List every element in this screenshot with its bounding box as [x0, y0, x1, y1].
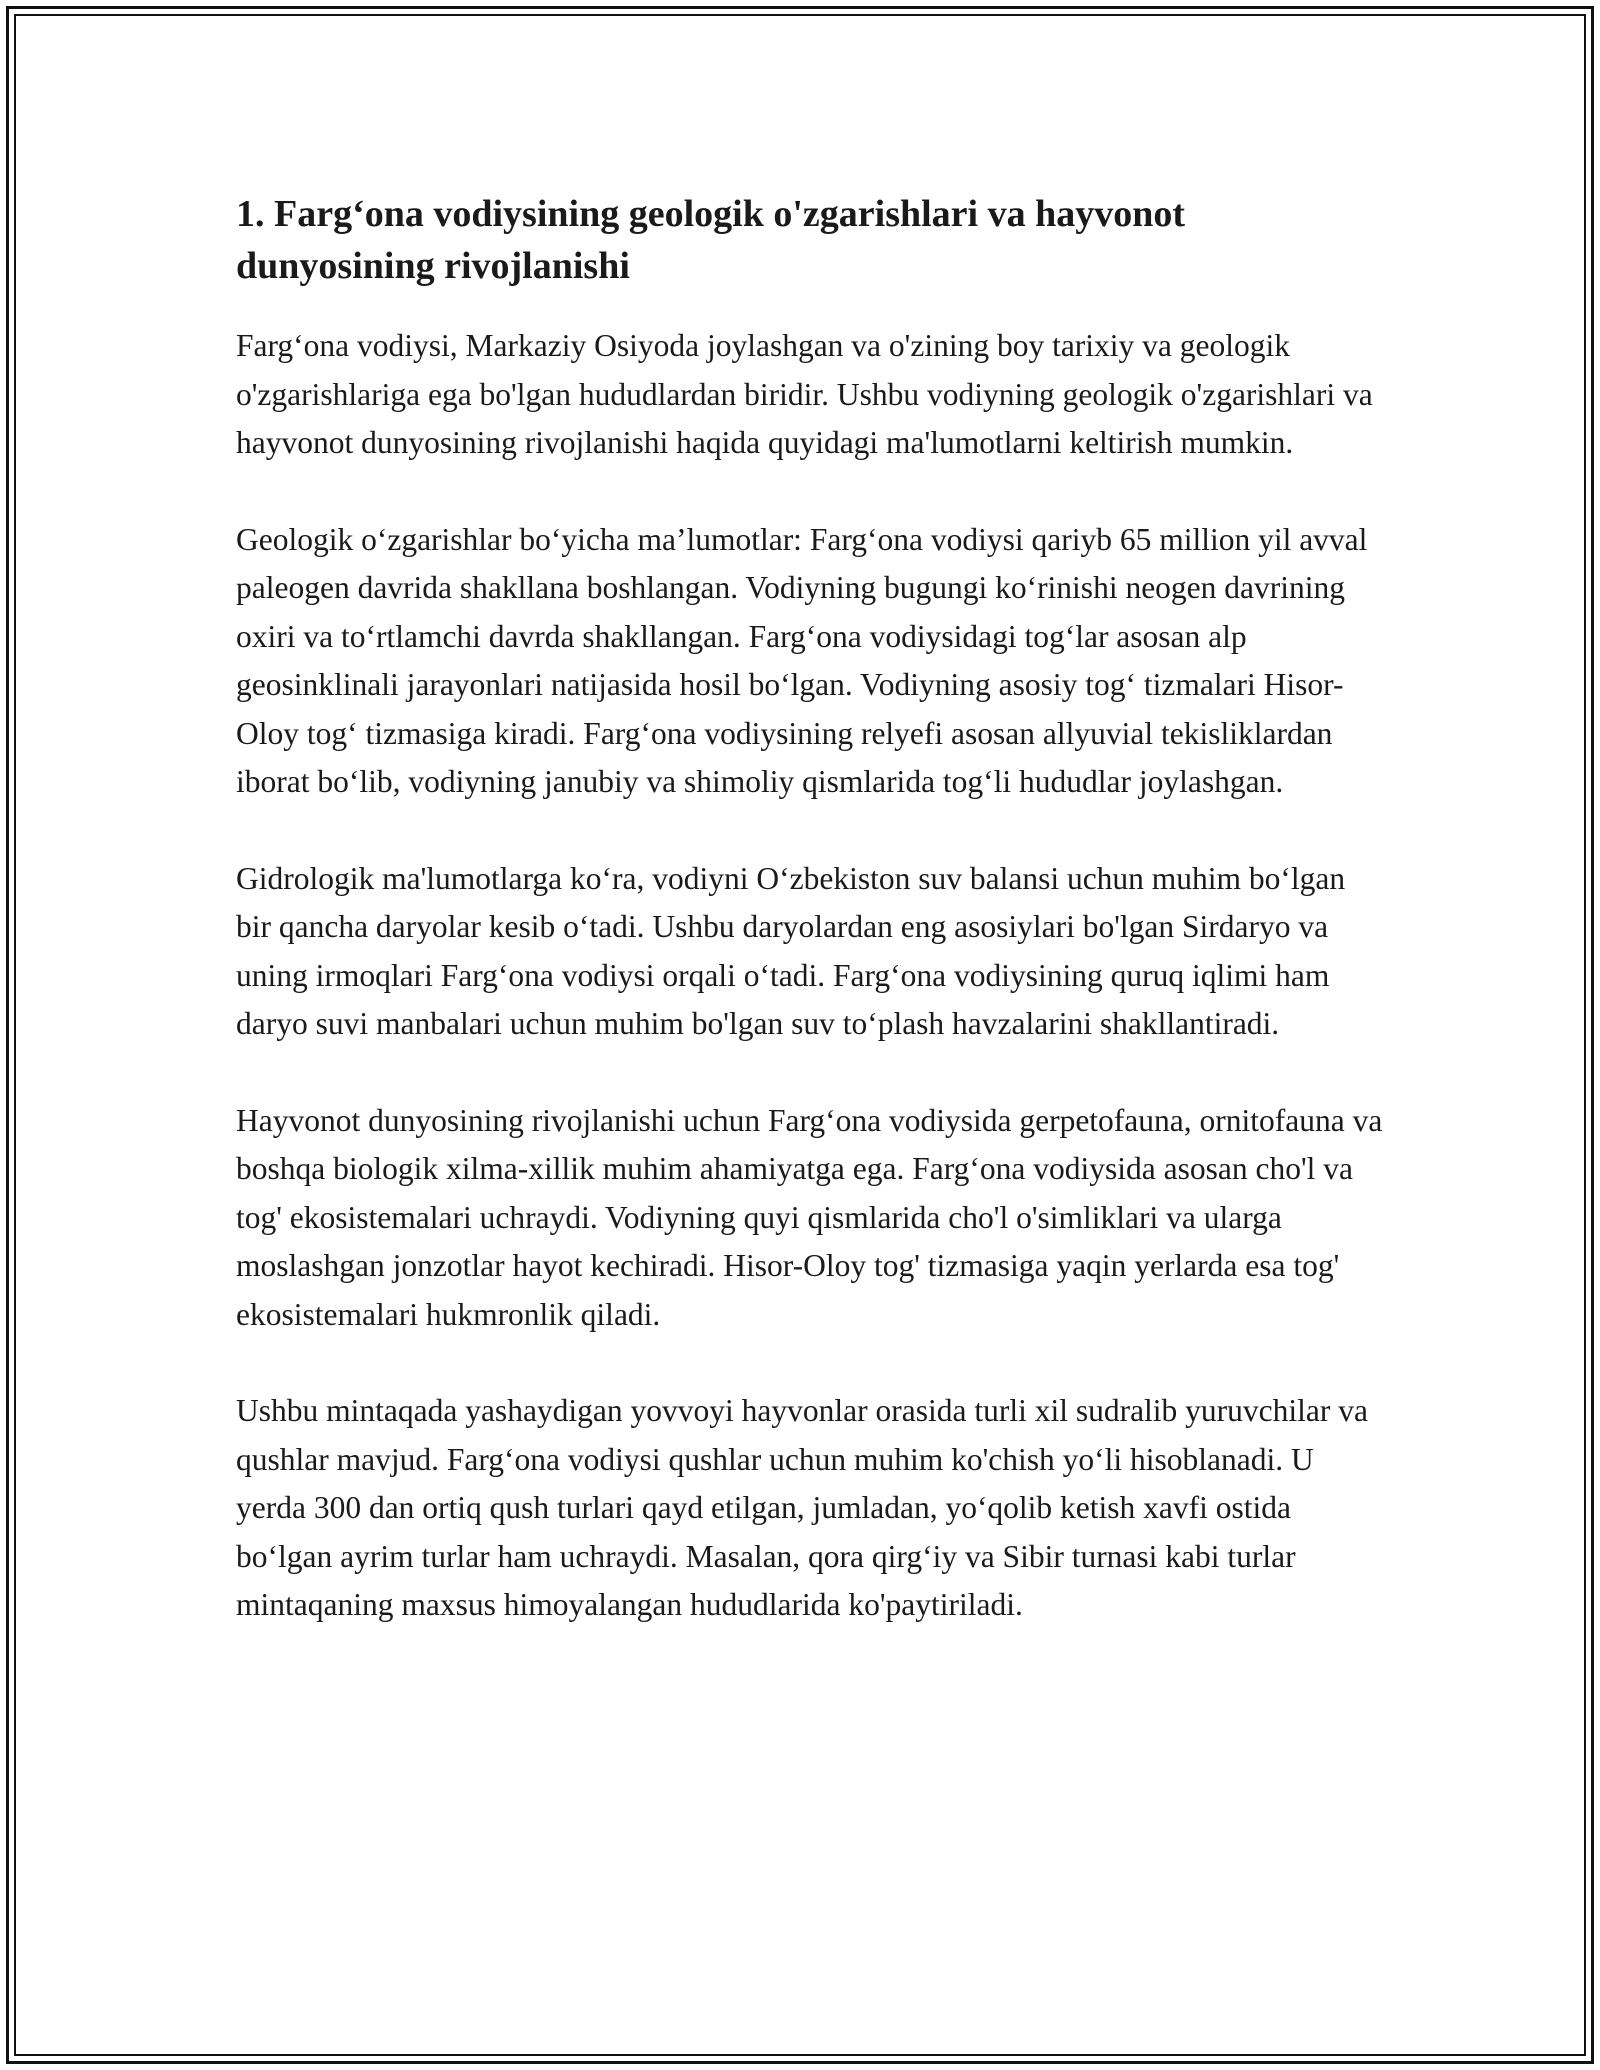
paragraph-hydrology: Gidrologik ma'lumotlarga ko‘ra, vodiyni O‘zbekiston suv balansi uchun muhim bo‘lgan bir qancha daryolar kesib o‘tadi. Ushbu daryolardan eng asosiylari bo'lgan Sirdaryo va uning irmoqlari Farg‘ona vodiysi orqali o‘tadi. Farg‘ona vodiysining quruq iqlimi ham daryo suvi manbalari uchun muhim bo'lgan suv to‘plash havzalarini shakllantiradi. [236, 860, 1346, 1041]
paragraph-birds: Ushbu mintaqada yashaydigan yovvoyi hayvonlar orasida turli xil sudralib yuruvchilar va qushlar mavjud. Farg‘ona vodiysi qushlar uchun muhim ko'chish yo‘li hisoblanadi. U yerda 300 dan ortiq qush turlari qayd etilgan, jumladan, yo‘qolib ketish xavfi ostida bo‘lgan ayrim turlar ham uchraydi. Masalan, qora qirg‘iy va Sibir turnasi kabi turlar mintaqaning maxsus himoyalangan hududlarida ko'paytiriladi. [236, 1393, 1368, 1622]
paragraph-intro: Farg‘ona vodiysi, Markaziy Osiyoda joylashgan va o'zining boy tarixiy va geologik o'zgarishlariga ega bo'lgan hududlardan biridir. Ushbu vodiyning geologik o'zgarishlari va hayvonot dunyosining rivojlanishi haqida quyidagi ma'lumotlarni keltirish mumkin. [236, 328, 1373, 460]
document-title: 1. Farg‘ona vodiysining geologik o'zgarishlari va hayvonot dunyosining rivojlanishi [236, 193, 1186, 287]
document-page [236, 188, 1386, 1678]
paragraph-fauna: Hayvonot dunyosining rivojlanishi uchun Farg‘ona vodiysida gerpetofauna, ornitofauna va boshqa biologik xilma-xillik muhim ahamiyatga ega. Farg‘ona vodiysida asosan cho'l va tog' ekosistemalari uchraydi. Vodiyning quyi qismlarida cho'l o'simliklari va ularga moslashgan jonzotlar hayot kechiradi. Hisor-Oloy tog' tizmasiga yaqin yerlarda esa tog' ekosistemalari hukmronlik qiladi. [236, 1102, 1383, 1332]
paragraph-geology: Geologik o‘zgarishlar bo‘yicha ma’lumotlar: Farg‘ona vodiysi qariyb 65 million yil avval paleogen davrida shakllana boshlangan. Vodiyning bugungi ko‘rinishi neogen davrining oxiri va to‘rtlamchi davrda shakllangan. Farg‘ona vodiysidagi tog‘lar asosan alp geosinklinali jarayonlari natijasida hosil bo‘lgan. Vodiyning asosiy tog‘ tizmalari Hisor-Oloy tog‘ tizmasiga kiradi. Farg‘ona vodiysining relyefi asosan allyuvial tekisliklardan iborat bo‘lib, vodiyning janubiy va shimoliy qismlarida tog‘li hududlar joylashgan. [236, 521, 1368, 799]
